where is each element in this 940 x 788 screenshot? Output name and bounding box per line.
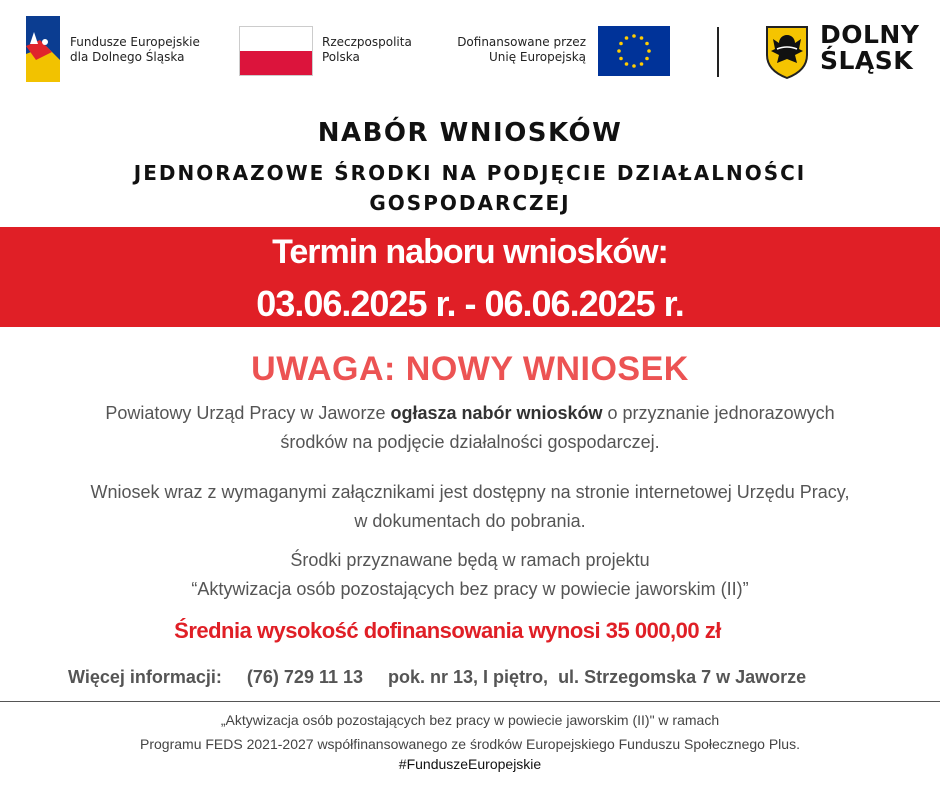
ds-line1: DOLNY (820, 20, 920, 49)
contact-info (68, 667, 928, 688)
page-title: NABÓR WNIOSKÓW (317, 118, 623, 148)
fe-logo-text (70, 35, 200, 65)
project-line1: Środki przyznawane będą w ramach projektu (290, 550, 650, 570)
subtitle-line1: JEDNORAZOWE ŚRODKI NA PODJĘCIE DZIAŁALNOŚCI (133, 161, 807, 185)
eu-flag-icon (598, 26, 670, 76)
logo-divider (717, 27, 719, 77)
ue-logo-text (446, 35, 586, 65)
rp-logo-text (322, 35, 412, 65)
dolny-slask-crest-icon (765, 25, 809, 79)
announcement-line2: środków na podjęcie działalności gospodarczej. (280, 432, 660, 452)
rp-line2: Polska (322, 50, 360, 64)
subtitle-line2: GOSPODARCZEJ (369, 191, 571, 215)
fe-line2: dla Dolnego Śląska (70, 50, 185, 64)
footer-hashtag: #FunduszeEuropejskie (398, 756, 542, 772)
announcement-before: Powiatowy Urząd Pracy w Jaworze (105, 403, 391, 423)
deadline-label: Termin naboru wniosków: (272, 233, 668, 271)
page-subtitle (0, 158, 940, 218)
average-funding: Średnia wysokość dofinansowania wynosi 35 000,00 zł (174, 618, 721, 643)
paragraph-announcement (0, 399, 940, 457)
footer-line2: Programu FEDS 2021-2027 współfinansowanego ze środków Europejskiego Funduszu Społecznego Plus. (140, 736, 800, 752)
ds-line2: ŚLĄSK (820, 46, 914, 75)
deadline-dates: 03.06.2025 r. - 06.06.2025 r. (256, 283, 684, 324)
footer-divider (0, 701, 940, 702)
fe-flag-icon (26, 16, 60, 82)
availability-line1: Wniosek wraz z wymaganymi załącznikami jest dostępny na stronie internetowej Urzędu Pracy, (90, 482, 850, 502)
paragraph-project (0, 546, 940, 604)
fe-line1: Fundusze Europejskie (70, 35, 200, 49)
availability-line2: w dokumentach do pobrania. (354, 511, 586, 531)
paragraph-availability (0, 478, 940, 536)
fe-logo (26, 16, 60, 82)
announcement-after: o przyznanie jednorazowych (602, 403, 835, 423)
footer (0, 710, 940, 774)
poland-flag-icon (239, 26, 313, 76)
rp-line1: Rzeczpospolita (322, 35, 412, 49)
ue-line1: Dofinansowane przez (457, 35, 586, 49)
project-line2: “Aktywizacja osób pozostających bez pracy w powiecie jaworskim (II)” (191, 579, 749, 599)
footer-line1: „Aktywizacja osób pozostających bez pracy w powiecie jaworskim (II)" w ramach (220, 712, 720, 728)
new-form-notice: UWAGA: NOWY WNIOSEK (251, 350, 689, 388)
contact-label: Więcej informacji: (68, 667, 222, 687)
announcement-line1 (0, 399, 940, 428)
dolny-slask-wordmark (820, 22, 919, 74)
ue-line2: Unię Europejską (488, 50, 586, 64)
announcement-bold: ogłasza nabór wniosków (390, 403, 603, 423)
contact-phone: (76) 729 11 13 (246, 667, 364, 687)
contact-address: pok. nr 13, I piętro, ul. Strzegomska 7 w Jaworze (388, 667, 807, 687)
